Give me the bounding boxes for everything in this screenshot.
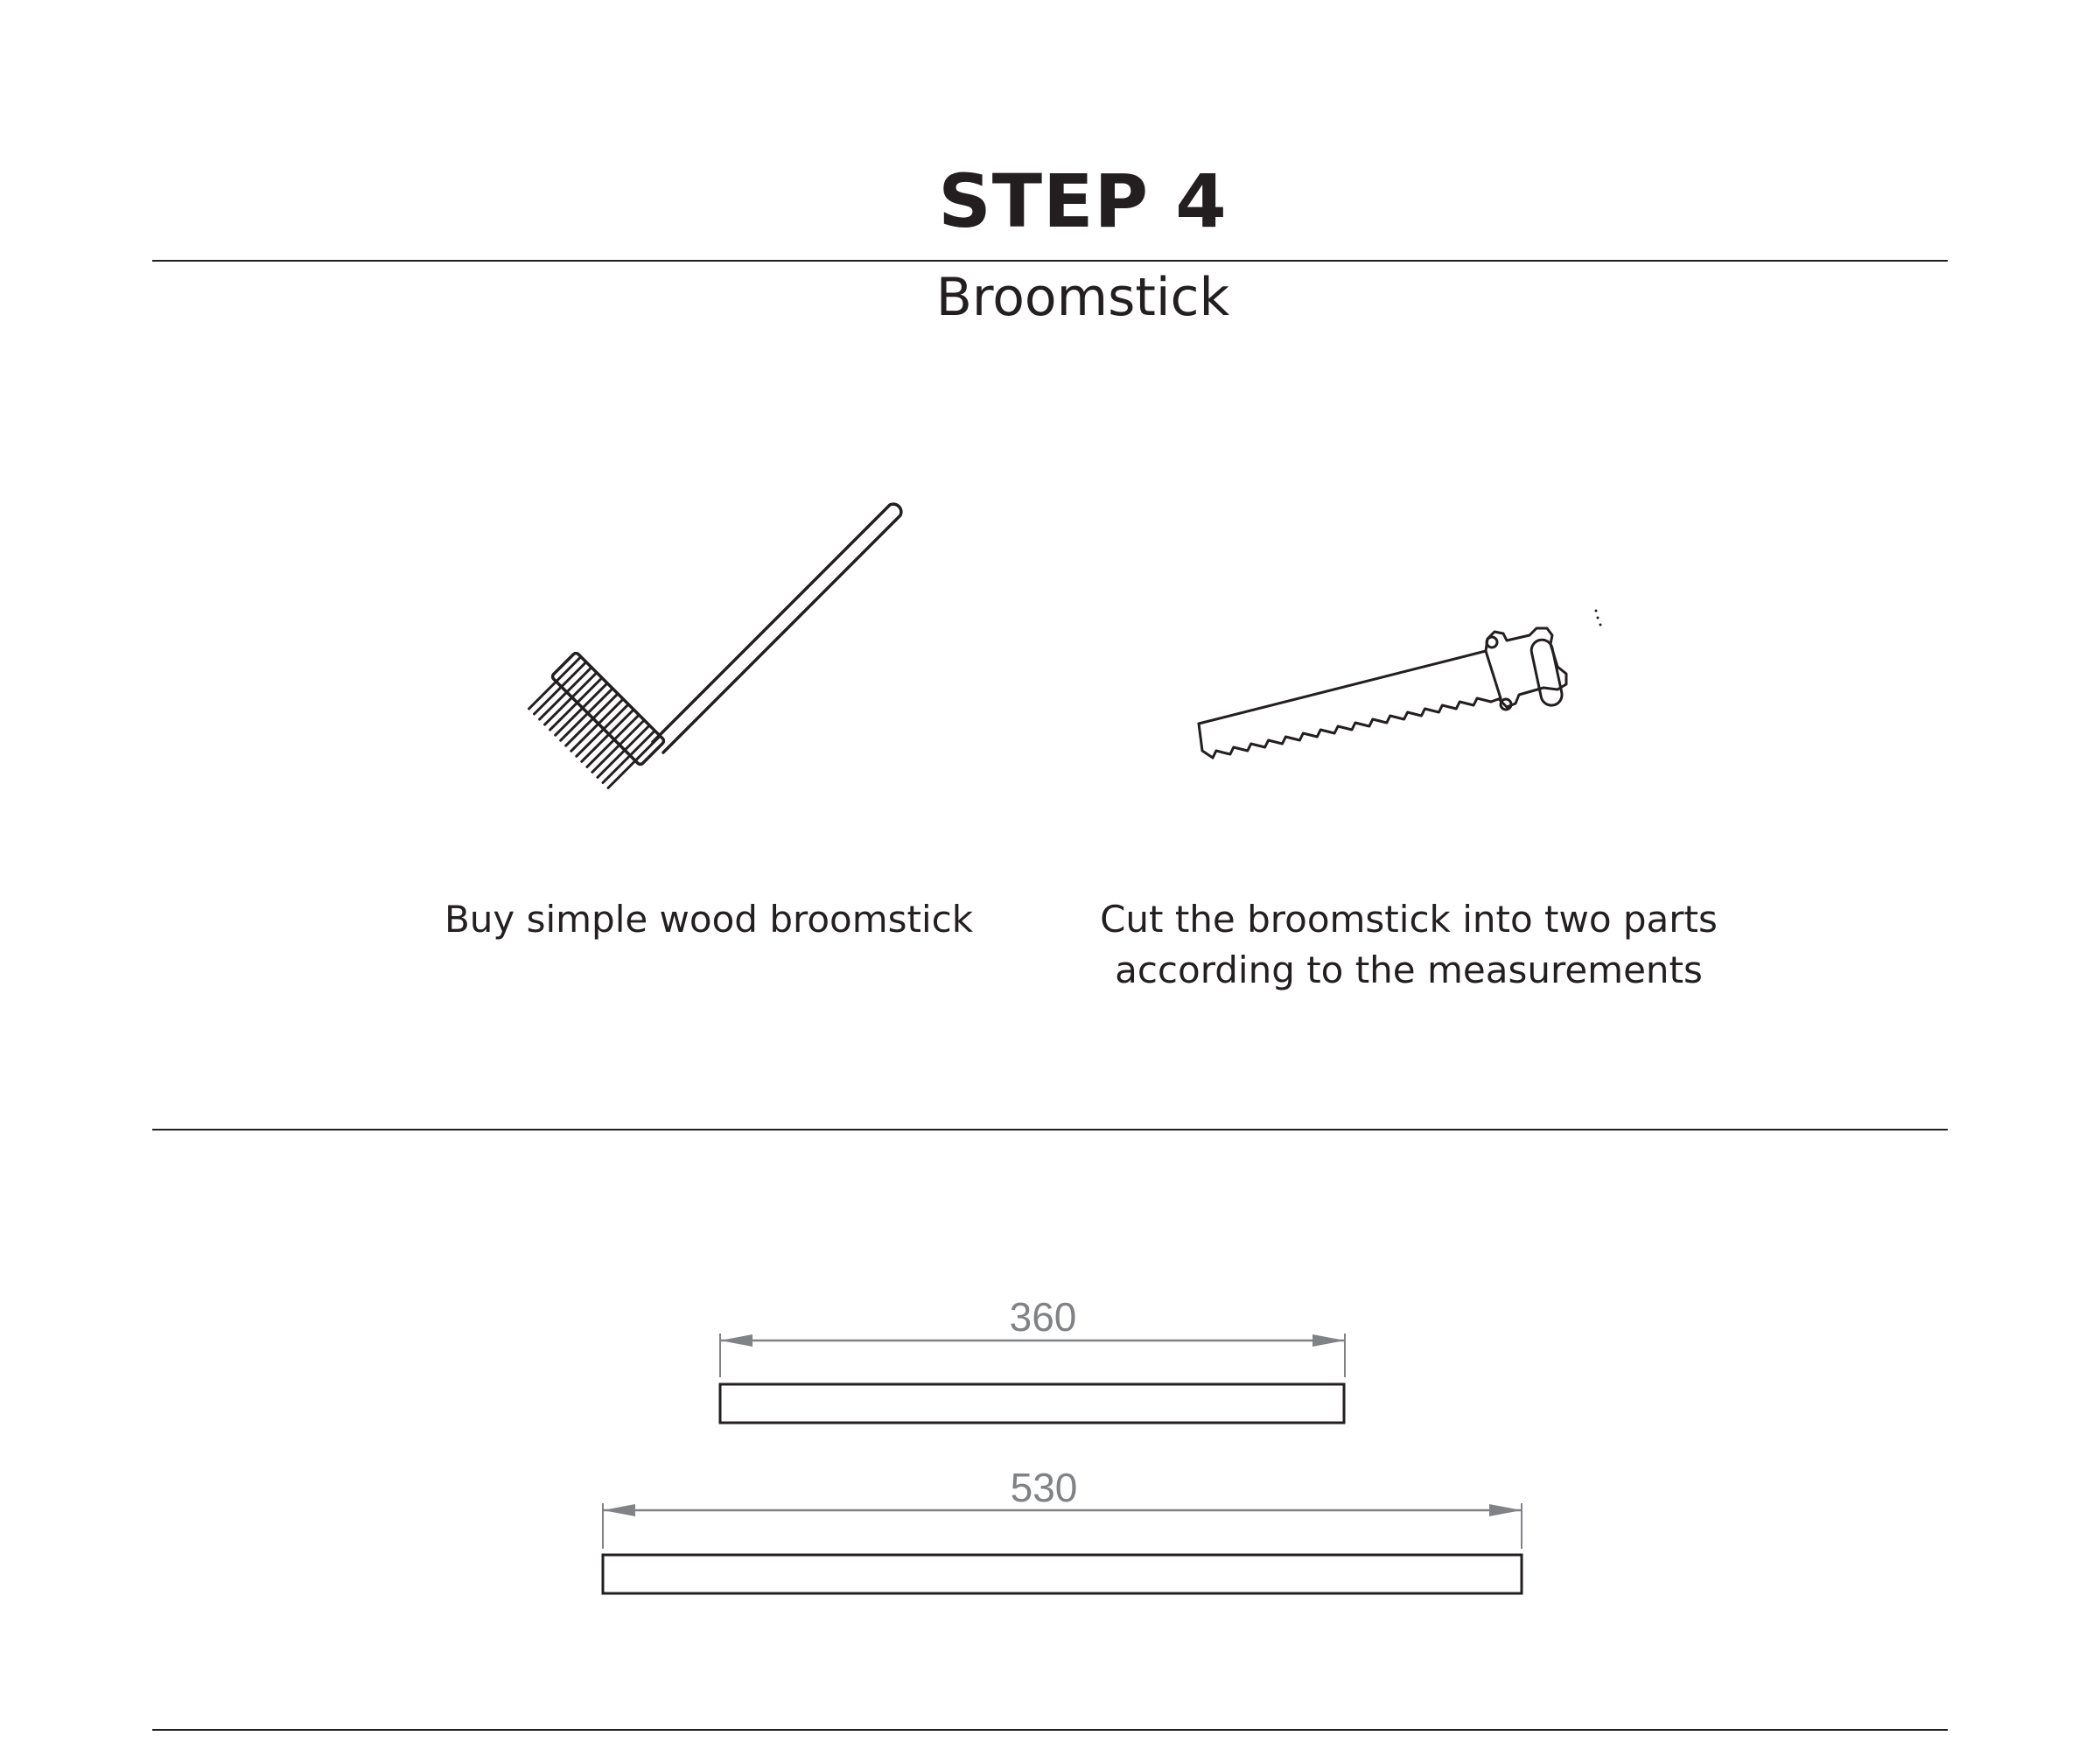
arrowhead-right bbox=[1489, 1504, 1522, 1516]
arrowhead-left bbox=[720, 1334, 752, 1347]
dimension-label: 360 bbox=[1009, 1294, 1077, 1340]
dimension-label: 530 bbox=[1010, 1465, 1078, 1510]
piece-530 bbox=[603, 1465, 1522, 1593]
broomstick-piece bbox=[720, 1384, 1344, 1423]
caption-line: Cut the broomstick into two parts bbox=[1100, 898, 1718, 941]
arrowhead-left bbox=[603, 1504, 635, 1516]
broomstick-piece bbox=[603, 1555, 1522, 1593]
page-subtitle: Broomstick bbox=[935, 267, 1230, 328]
caption-line: according to the measurements bbox=[1115, 948, 1703, 991]
piece-360 bbox=[720, 1294, 1345, 1423]
page-title: STEP 4 bbox=[938, 158, 1228, 244]
caption-line: Buy simple wood broomstick bbox=[444, 898, 974, 941]
arrowhead-right bbox=[1312, 1334, 1345, 1347]
footer-divider bbox=[152, 1729, 1948, 1731]
